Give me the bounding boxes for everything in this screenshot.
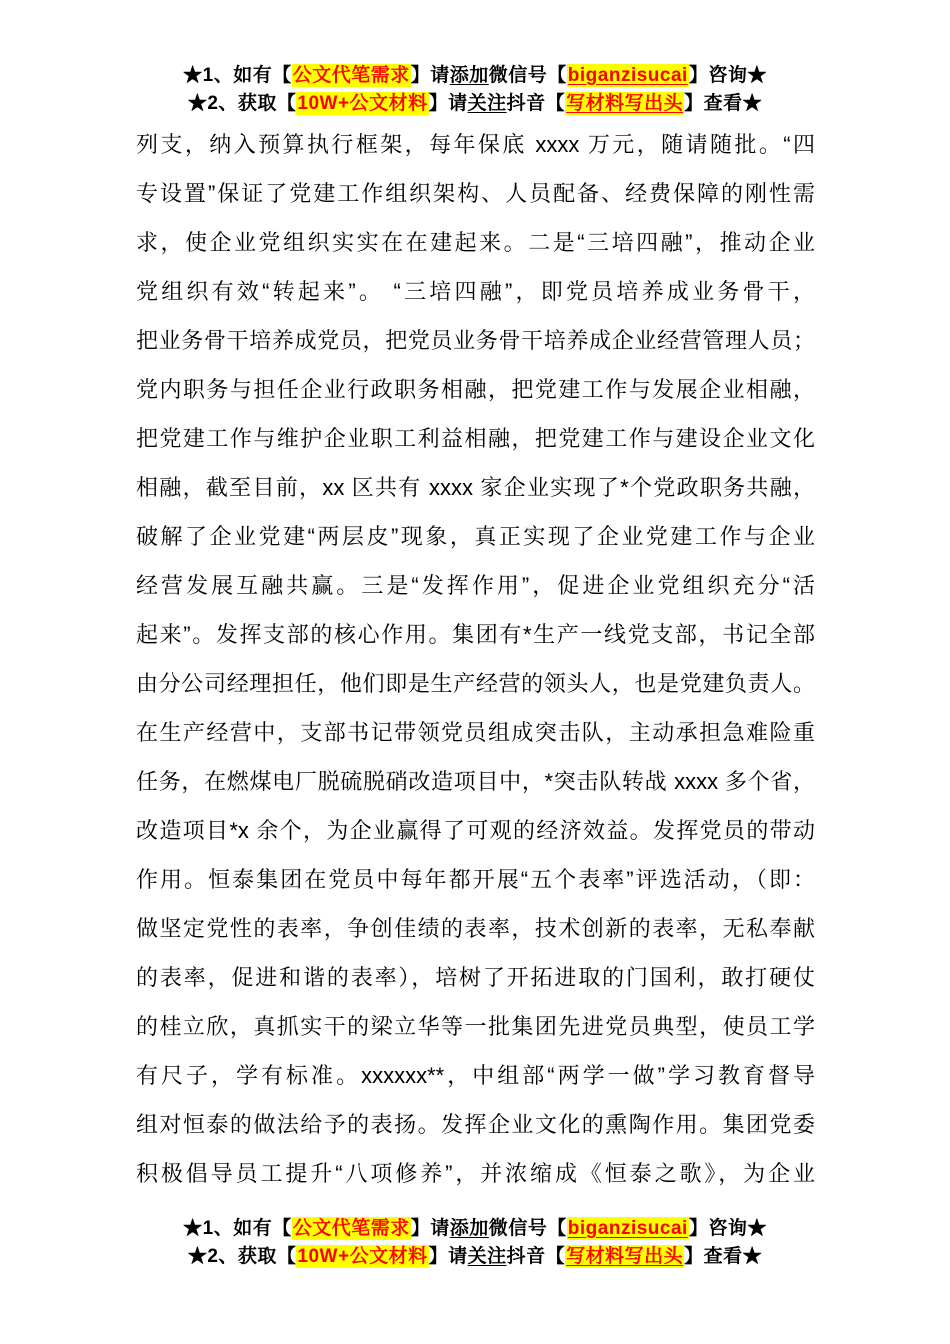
ad-highlight-materials: 10W+公文材料 — [297, 1246, 428, 1267]
body-text-line: 求，使企业党组织实实在在建起来。二是“三培四融”，推动企业 — [136, 230, 815, 255]
ad-text: 】请 — [428, 1246, 468, 1267]
ad-text: 抖音【 — [506, 93, 566, 114]
ad-text: ★2、获取【 — [187, 1246, 297, 1267]
ad-text: ★1、如有【 — [183, 1218, 292, 1239]
ad-text: ★2、获取【 — [187, 93, 297, 114]
body-text-line: 经营发展互融共赢。三是“发挥作用”，促进企业党组织充分“活 — [136, 573, 815, 598]
douyin-name-highlight: 写材料写出头 — [566, 1246, 684, 1267]
body-text-line: 的表率，促进和谐的表率），培树了开拓进取的门国利，敢打硬仗 — [136, 965, 815, 990]
footer-ad-line-2 — [0, 1243, 950, 1271]
body-text-line: 有尺子，学有标准。xxxxxx**，中组部“两学一做”学习教育督导 — [136, 1063, 815, 1088]
ad-text: ★1、如有【 — [183, 65, 292, 86]
ad-text: 】咨询★ — [688, 65, 767, 86]
ad-text: 】请 — [428, 93, 468, 114]
header-ad-banner — [0, 62, 950, 118]
footer-ad-line-1 — [0, 1215, 950, 1243]
body-text-line: 破解了企业党建“两层皮”现象，真正实现了企业党建工作与企业 — [136, 524, 815, 549]
document-body-text — [136, 120, 815, 1198]
body-text-line: 做坚定党性的表率，争创佳绩的表率，技术创新的表率，无私奉献 — [136, 916, 815, 941]
body-text-line: 专设置”保证了党建工作组织架构、人员配备、经费保障的刚性需 — [136, 181, 815, 206]
body-text-line: 组对恒泰的做法给予的表扬。发挥企业文化的熏陶作用。集团党委 — [136, 1112, 815, 1137]
header-ad-line-1 — [0, 62, 950, 90]
ad-underline-add: 添加 — [449, 65, 489, 86]
header-ad-line-2 — [0, 90, 950, 118]
ad-text: 】查看★ — [684, 93, 763, 114]
body-text-line: 任务，在燃煤电厂脱硫脱硝改造项目中，*突击队转战 xxxx 多个省， — [136, 769, 815, 794]
body-text-line: 由分公司经理担任，他们即是生产经营的领头人，也是党建负责人。 — [136, 671, 815, 696]
body-text-line: 党内职务与担任企业行政职务相融，把党建工作与发展企业相融， — [136, 377, 815, 402]
body-text-line: 起来”。发挥支部的核心作用。集团有*生产一线党支部，书记全部 — [136, 622, 815, 647]
ad-underline-add: 添加 — [449, 1218, 489, 1239]
ad-text: 微信号【 — [488, 1218, 567, 1239]
body-text-line: 的桂立欣，真抓实干的梁立华等一批集团先进党员典型，使员工学 — [136, 1014, 815, 1039]
body-text-line: 作用。恒泰集团在党员中每年都开展“五个表率”评选活动，（即： — [136, 867, 815, 892]
douyin-name-highlight: 写材料写出头 — [566, 93, 684, 114]
body-text-line: 相融，截至目前，xx 区共有 xxxx 家企业实现了*个党政职务共融， — [136, 475, 815, 500]
ad-underline-follow: 关注 — [467, 1246, 507, 1267]
wechat-id-highlight: biganzisucai — [567, 65, 688, 86]
body-text-line: 在生产经营中，支部书记带领党员组成突击队，主动承担急难险重 — [136, 720, 815, 745]
ad-text: 】请 — [410, 1218, 450, 1239]
ad-text: 微信号【 — [488, 65, 567, 86]
body-text-line: 党组织有效“转起来”。 “三培四融”，即党员培养成业务骨干， — [136, 279, 815, 304]
body-text-line: 积极倡导员工提升“八项修养”，并浓缩成《恒泰之歌》，为企业 — [136, 1161, 815, 1186]
body-text-line: 把党建工作与维护企业职工利益相融，把党建工作与建设企业文化 — [136, 426, 815, 451]
ad-highlight-materials: 10W+公文材料 — [297, 93, 428, 114]
ad-highlight-service: 公文代笔需求 — [292, 65, 410, 86]
ad-highlight-service: 公文代笔需求 — [292, 1218, 410, 1239]
ad-text: 】请 — [410, 65, 450, 86]
wechat-id-highlight: biganzisucai — [567, 1218, 688, 1239]
ad-text: 】咨询★ — [688, 1218, 767, 1239]
ad-text: 】查看★ — [684, 1246, 763, 1267]
body-text-line: 把业务骨干培养成党员，把党员业务骨干培养成企业经营管理人员； — [136, 328, 815, 353]
footer-ad-banner — [0, 1215, 950, 1271]
body-text-line: 改造项目*x 余个，为企业赢得了可观的经济效益。发挥党员的带动 — [136, 818, 815, 843]
ad-underline-follow: 关注 — [467, 93, 507, 114]
body-text-line: 列支，纳入预算执行框架，每年保底 xxxx 万元，随请随批。“四 — [136, 132, 815, 157]
ad-text: 抖音【 — [506, 1246, 566, 1267]
